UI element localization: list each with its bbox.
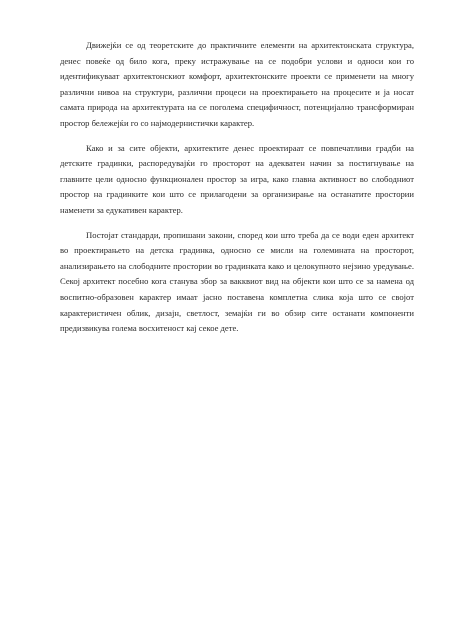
paragraph-2: Како и за сите објекти, архитектите денес проектираат се повпечатливи градби на детските градинки, распоредувајќи го просторот на адекватен начин за постигнување на главните цели односно функционален простор за игра, како главна активност во слободниот простор на градинките кои што се прилагодени за организирање на останатите простории наменети за едукативен карактер. <box>60 142 414 215</box>
paragraph-3: Постојат стандарди, пропишани закони, според кои што треба да се води еден архитект во проектирањето на детска градинка, односно се мисли на големината на просторот, анализирањето на слободните простории во градинката како и целокупното нејзино уредување. Секој архитект посебно кога станува збор за вакквиот вид на објекти кои што се за намена од воспитно-образовен карактер имаат јасно поставена комплетна слика која што се својот карактеристичен облик, дизајн, светлост, земајќи ги во обзир сите останати компоненти предизвикува голема восхитеност кај секое дете. <box>60 229 414 334</box>
document-body <box>60 38 414 346</box>
paragraph-1: Движејќи се од теоретските до практичните елементи на архитектонската структура, денес повеќе од било кога, преку истражување на се подобри услови и односи кои го идентификуваат архитектонскиот комфорт, архитектонските проекти се применети на многу различни нивоа на структури, различни процеси на проектирањето на процесите и ја носат самата природа на архитектурата на се поголема специфичност, потенцијално трансформиран простор бележејќи го со најмодернистички карактер. <box>60 40 414 128</box>
